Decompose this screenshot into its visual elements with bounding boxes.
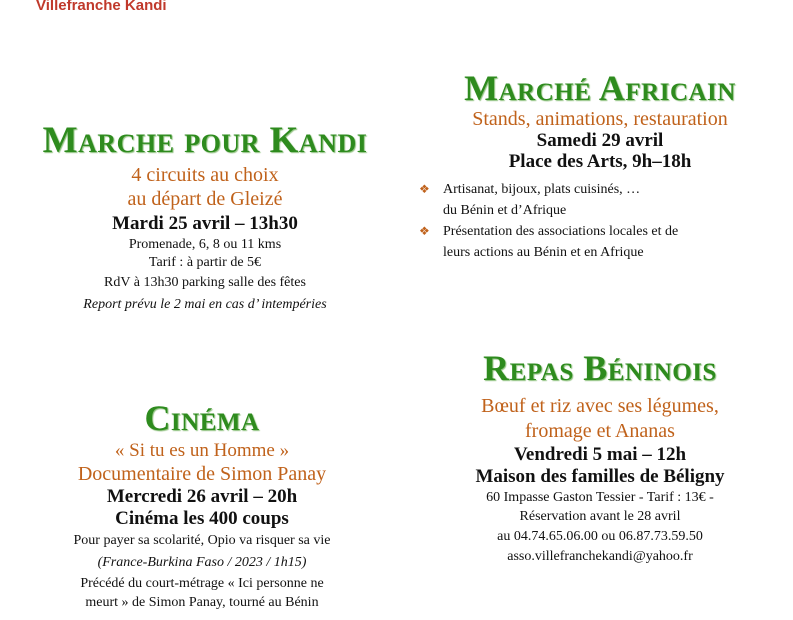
marche-price: Tarif : à partir de 5€ [148, 255, 262, 270]
marche-subtitle-2: au départ de Gleizé [127, 188, 283, 210]
bullet-line: du Bénin et d’Afrique [443, 203, 567, 218]
org-name: Villefranche Kandi [36, 0, 167, 14]
cinema-film-title: « Si tu es un Homme » [114, 440, 290, 461]
marche-date: Mardi 25 avril – 13h30 [112, 213, 298, 234]
marche-africain-title: Marché Africain [464, 68, 736, 108]
marche-meeting: RdV à 13h30 parking salle des fêtes [104, 275, 306, 290]
repas-address: 60 Impasse Gaston Tessier - Tarif : 13€ - [486, 490, 714, 505]
marche-section [0, 122, 410, 316]
marche-africain-place: Place des Arts, 9h–18h [508, 151, 692, 172]
marche-africain-subtitle: Stands, animations, restauration [472, 108, 728, 130]
repas-email[interactable]: asso.villefranchekandi@yahoo.fr [507, 549, 693, 564]
marche-route: Promenade, 6, 8 ou 11 kms [128, 237, 282, 252]
cinema-date: Mercredi 26 avril – 20h [106, 486, 298, 507]
bullet-line: Présentation des associations locales et de [443, 224, 679, 239]
marche-postpone: Report prévu le 2 mai en cas d’ intempéries [83, 297, 327, 312]
bullet-line: leurs actions au Bénin et en Afrique [443, 245, 644, 260]
repas-date: Vendredi 5 mai – 12h [513, 444, 687, 465]
bullet-line: Artisanat, bijoux, plats cuisinés, … [443, 182, 641, 197]
cinema-synopsis: Pour payer sa scolarité, Opio va risquer sa vie [73, 533, 331, 548]
cinema-title: Cinéma [144, 398, 260, 438]
repas-menu-2: fromage et Ananas [525, 420, 675, 442]
repas-title: Repas Béninois [483, 348, 717, 388]
diamond-bullet-icon: ❖ [419, 224, 430, 238]
repas-menu-1: Bœuf et riz avec ses légumes, [481, 395, 719, 417]
marche-subtitle-1: 4 circuits au choix [131, 164, 279, 186]
list-item [417, 179, 793, 221]
marche-africain-date: Samedi 29 avril [536, 130, 664, 151]
cinema-credits: (France-Burkina Faso / 2023 / 1h15) [97, 555, 307, 570]
marche-title: Marche pour Kandi [42, 120, 368, 161]
repas-place: Maison des familles de Béligny [475, 466, 725, 487]
cinema-short-film-1: Précédé du court-métrage « Ici personne ne [80, 576, 324, 591]
list-item [417, 221, 793, 263]
repas-phone: au 04.74.65.06.00 ou 06.87.73.59.50 [497, 529, 703, 544]
diamond-bullet-icon: ❖ [419, 182, 430, 196]
cinema-documentary: Documentaire de Simon Panay [77, 463, 327, 485]
repas-section [407, 350, 793, 567]
marche-africain-section [407, 70, 793, 263]
cinema-short-film-2: meurt » de Simon Panay, tourné au Bénin [85, 595, 319, 610]
repas-reservation: Réservation avant le 28 avril [519, 509, 681, 524]
marche-africain-list [417, 179, 793, 263]
cinema-place: Cinéma les 400 coups [115, 508, 289, 529]
cinema-section [0, 400, 404, 612]
